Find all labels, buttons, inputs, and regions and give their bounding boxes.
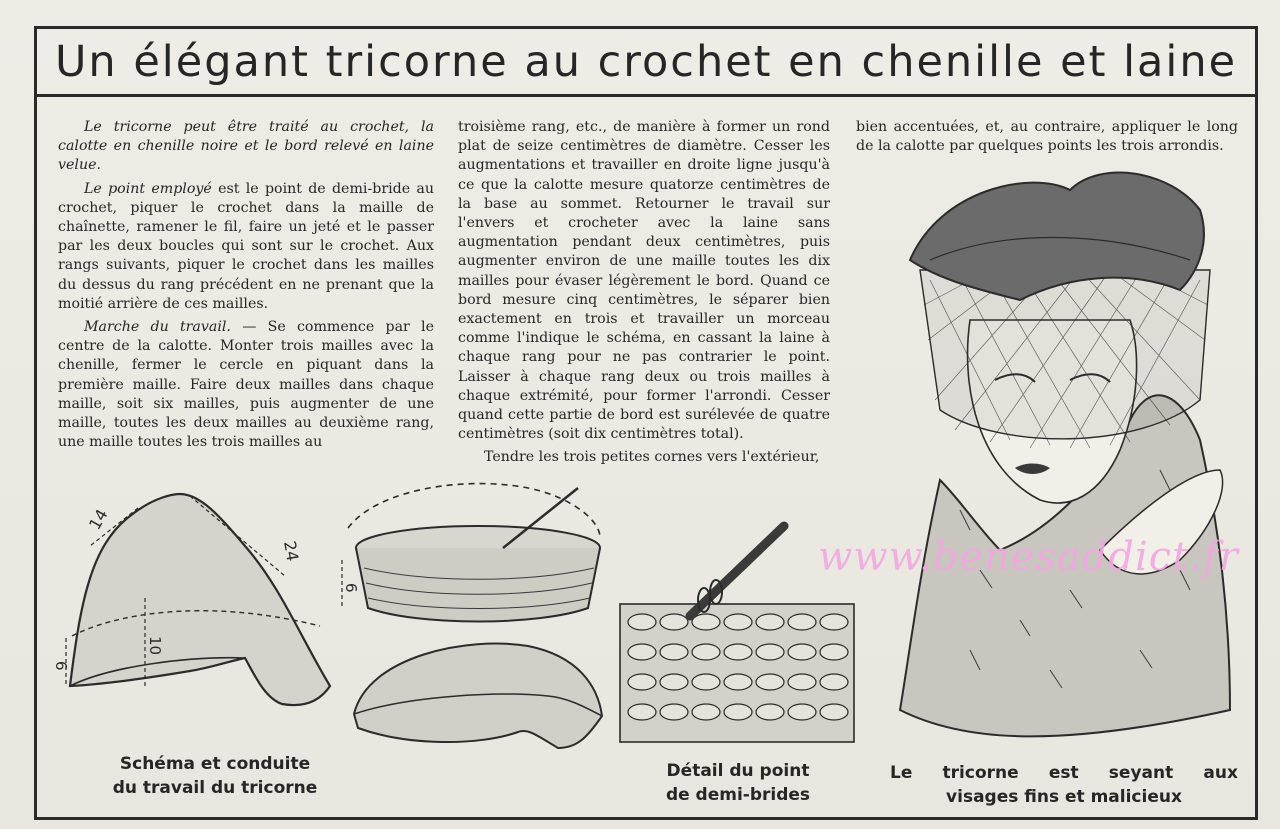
tricorne-hat: [910, 173, 1204, 300]
label-left-slope: 14: [85, 505, 112, 533]
text-column-1: [58, 118, 434, 456]
hat-pattern-schema: [50, 486, 350, 716]
label-height: 10: [146, 636, 164, 656]
caption-tricorne: [874, 761, 1254, 809]
title-band: [37, 29, 1255, 97]
marche-paragraph: [58, 318, 434, 452]
veil: [920, 270, 1210, 439]
col2-paragraph-2: Tendre les trois petites cornes vers l'extérieur,: [484, 449, 820, 466]
caption-schema: [60, 752, 370, 800]
crochet-ring-illustration: [338, 478, 618, 628]
pattern-outline: [70, 494, 330, 705]
article-title: Un élégant tricorne au crochet en chenille et laine: [54, 36, 1238, 87]
point-text: est le point de demi-bride au crochet, piquer le crochet dans la maille de chaînette, ramener le fil, faire un jeté et le passer par les deux boucles qui sont sur le crochet. Aux rangs suivants, piquer le crochet dans les mailles du dessus du rang précédent en ne prenant que la moitié arrière de ces mailles.: [58, 180, 434, 312]
watermark: www.benesaddict.fr: [818, 534, 1239, 580]
label-base-left: 6: [52, 661, 70, 671]
caption-detail: [628, 759, 848, 807]
col2-paragraph-1: troisième rang, etc., de manière à former un rond plat de seize centimètres de diamètre. Cesser les augmentations et travailler en droite ligne jusqu'à ce que la calotte mesure quatorze centimètres de la base au sommet. Retourner le travail sur l'envers et crocheter avec la laine sans augmentation pendant deux centimètres, puis augmenter environ de une maille toutes les dix mailles pour évaser légèrement le bord. Quand ce bord mesure cinq centimètres, le séparer bien exactement en trois et travailler un morceau comme l'indique le schéma, en cassant la laine à chaque rang pour ne pas contrarier le point. Laisser à chaque rang deux ou trois mailles à chaque extrémité, pour former l'arrondi. Cesser quand cette partie de bord est surélevée de quatre centimètres (soit dix centimètres total).: [458, 119, 830, 443]
label-right-slope: 24: [280, 539, 303, 563]
caption-schema-line-1: Schéma et conduite: [119, 754, 311, 774]
point-lead: Le point employé: [84, 180, 212, 197]
text-column-2: [458, 118, 830, 472]
marche-lead: Marche du travail.: [84, 319, 231, 336]
caption-word: seyant: [1108, 763, 1174, 783]
caption-word: est: [1048, 763, 1079, 783]
crochet-hook: [690, 526, 784, 616]
label-ring-height: 6: [342, 583, 360, 593]
caption-tricorne-line-1: [874, 761, 1254, 785]
finished-hat-illustration: [348, 636, 608, 756]
point-paragraph: [58, 180, 434, 314]
caption-word: Le: [890, 763, 913, 783]
marche-text: — Se commence par le centre de la calotte. Monter trois mailles avec la chenille, fermer le cercle en piquant dans la première maille. Faire deux mailles dans chaque maille, soit six mailles, puis augmenter de une maille, toutes les deux mailles au deuxième rang, une maille toutes les trois mailles au: [58, 319, 434, 451]
caption-word: tricorne: [942, 763, 1019, 783]
intro-paragraph: Le tricorne peut être traité au crochet, la calotte en chenille noire et le bord relevé en laine velue.: [58, 119, 434, 174]
caption-schema-line-2: du travail du tricorne: [112, 778, 318, 798]
col3-paragraph-1: bien accentuées, et, au contraire, appliquer le long de la calotte par quelques points les trois arrondis.: [856, 119, 1238, 155]
caption-tricorne-line-2: visages fins et malicieux: [946, 787, 1182, 807]
caption-word: aux: [1203, 763, 1238, 783]
caption-detail-line-1: Détail du point: [666, 761, 810, 781]
woman-wearing-tricorne-illustration: [900, 150, 1240, 750]
caption-detail-line-2: de demi-brides: [665, 785, 811, 805]
